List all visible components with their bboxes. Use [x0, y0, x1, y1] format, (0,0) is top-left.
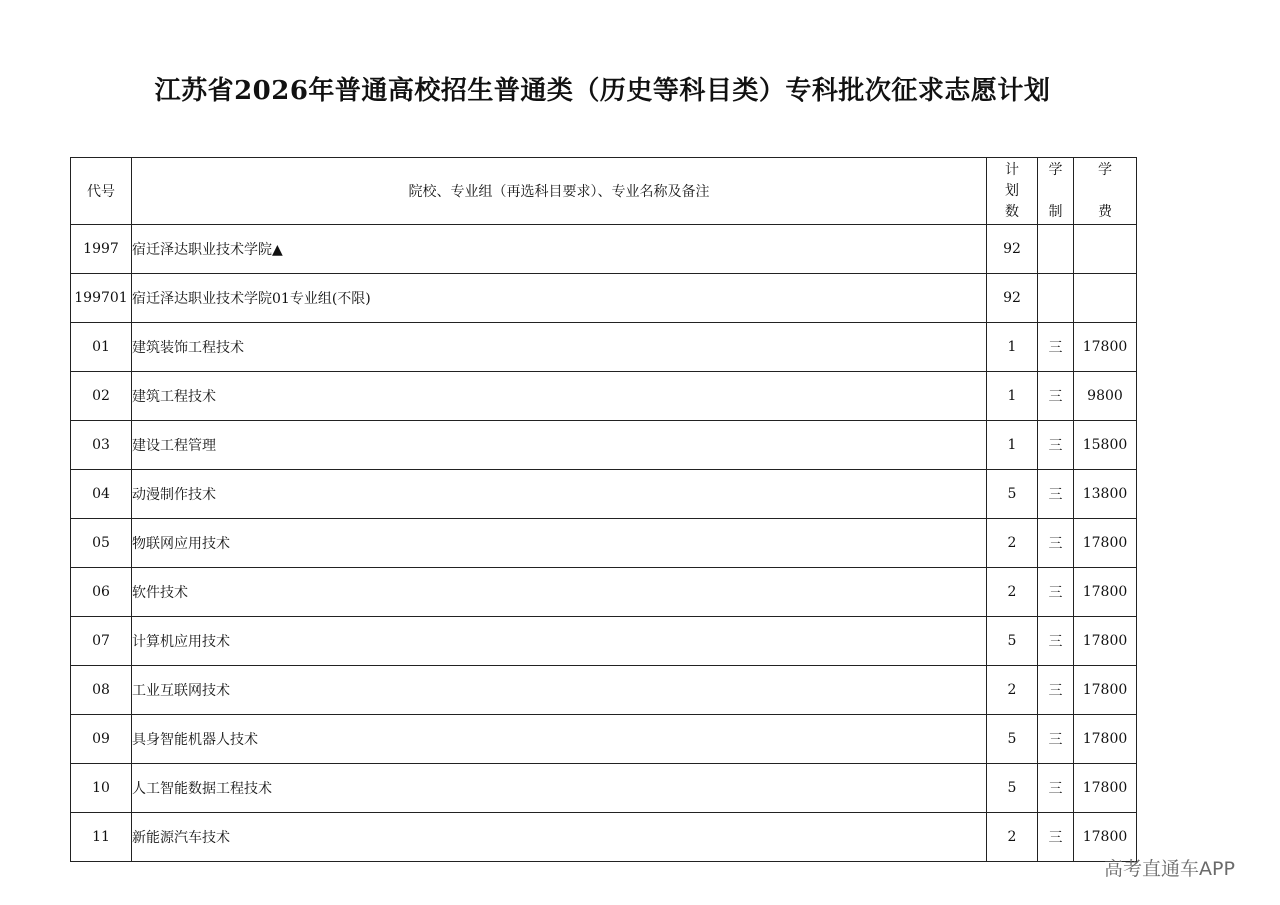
cell-name: 具身智能机器人技术	[132, 715, 987, 764]
cell-code: 1997	[71, 225, 132, 274]
cell-years: 三	[1038, 372, 1074, 421]
table-row	[71, 323, 1137, 372]
header-plan	[987, 158, 1038, 225]
cell-plan: 5	[987, 715, 1038, 764]
cell-fee	[1074, 225, 1137, 274]
cell-fee: 17800	[1074, 666, 1137, 715]
cell-name: 宿迁泽达职业技术学院▲	[132, 225, 987, 274]
cell-fee: 17800	[1074, 764, 1137, 813]
cell-plan: 2	[987, 813, 1038, 862]
cell-fee: 17800	[1074, 519, 1137, 568]
cell-fee: 17800	[1074, 617, 1137, 666]
cell-fee: 13800	[1074, 470, 1137, 519]
cell-fee: 9800	[1074, 372, 1137, 421]
cell-plan: 2	[987, 519, 1038, 568]
cell-name: 宿迁泽达职业技术学院01专业组(不限)	[132, 274, 987, 323]
header-plan-char-1: 计	[1005, 162, 1019, 178]
cell-plan: 1	[987, 421, 1038, 470]
table-header	[71, 158, 1137, 225]
table-row	[71, 372, 1137, 421]
table-row	[71, 470, 1137, 519]
header-years	[1038, 158, 1074, 225]
cell-years: 三	[1038, 519, 1074, 568]
cell-name: 建筑工程技术	[132, 372, 987, 421]
cell-plan: 5	[987, 764, 1038, 813]
table-row	[71, 764, 1137, 813]
cell-fee: 17800	[1074, 568, 1137, 617]
table-row	[71, 666, 1137, 715]
cell-name: 新能源汽车技术	[132, 813, 987, 862]
cell-years: 三	[1038, 568, 1074, 617]
cell-code: 10	[71, 764, 132, 813]
header-years-char-2: 制	[1048, 204, 1063, 220]
table-row	[71, 225, 1137, 274]
cell-plan: 2	[987, 568, 1038, 617]
cell-code: 03	[71, 421, 132, 470]
cell-years: 三	[1038, 421, 1074, 470]
cell-plan: 1	[987, 323, 1038, 372]
table-row	[71, 519, 1137, 568]
cell-years: 三	[1038, 470, 1074, 519]
cell-name: 软件技术	[132, 568, 987, 617]
cell-fee	[1074, 274, 1137, 323]
cell-name: 建筑装饰工程技术	[132, 323, 987, 372]
cell-years: 三	[1038, 764, 1074, 813]
document-title: 江苏省2026年普通高校招生普通类（历史等科目类）专科批次征求志愿计划	[154, 76, 1051, 106]
cell-code: 05	[71, 519, 132, 568]
cell-code: 06	[71, 568, 132, 617]
cell-code: 199701	[71, 274, 132, 323]
cell-plan: 1	[987, 372, 1038, 421]
cell-plan: 92	[987, 225, 1038, 274]
cell-name: 动漫制作技术	[132, 470, 987, 519]
table-row	[71, 715, 1137, 764]
cell-fee: 17800	[1074, 715, 1137, 764]
cell-code: 07	[71, 617, 132, 666]
table-row	[71, 274, 1137, 323]
header-years-char-1: 学	[1048, 162, 1063, 178]
cell-years	[1038, 225, 1074, 274]
table-body	[71, 225, 1137, 862]
cell-name: 计算机应用技术	[132, 617, 987, 666]
cell-years: 三	[1038, 813, 1074, 862]
cell-plan: 5	[987, 470, 1038, 519]
cell-years: 三	[1038, 617, 1074, 666]
table-row	[71, 617, 1137, 666]
cell-code: 01	[71, 323, 132, 372]
cell-plan: 92	[987, 274, 1038, 323]
header-fee	[1074, 158, 1137, 225]
cell-plan: 2	[987, 666, 1038, 715]
watermark: 高考直通车APP	[1104, 858, 1235, 880]
cell-years: 三	[1038, 323, 1074, 372]
header-plan-char-2: 划	[1005, 183, 1019, 199]
header-fee-char-1: 学	[1098, 162, 1112, 178]
cell-fee: 17800	[1074, 323, 1137, 372]
cell-fee: 17800	[1074, 813, 1137, 862]
table-row	[71, 568, 1137, 617]
cell-plan: 5	[987, 617, 1038, 666]
header-name: 院校、专业组（再选科目要求）、专业名称及备注	[132, 158, 987, 225]
cell-name: 建设工程管理	[132, 421, 987, 470]
header-plan-char-3: 数	[1005, 204, 1019, 220]
cell-code: 04	[71, 470, 132, 519]
cell-code: 09	[71, 715, 132, 764]
cell-name: 人工智能数据工程技术	[132, 764, 987, 813]
header-code: 代号	[71, 158, 132, 225]
cell-code: 11	[71, 813, 132, 862]
plan-table	[70, 157, 1137, 862]
cell-fee: 15800	[1074, 421, 1137, 470]
cell-code: 08	[71, 666, 132, 715]
table-row	[71, 813, 1137, 862]
cell-name: 工业互联网技术	[132, 666, 987, 715]
cell-years	[1038, 274, 1074, 323]
header-fee-char-2: 费	[1098, 204, 1112, 220]
cell-code: 02	[71, 372, 132, 421]
table-row	[71, 421, 1137, 470]
cell-years: 三	[1038, 715, 1074, 764]
cell-name: 物联网应用技术	[132, 519, 987, 568]
cell-years: 三	[1038, 666, 1074, 715]
